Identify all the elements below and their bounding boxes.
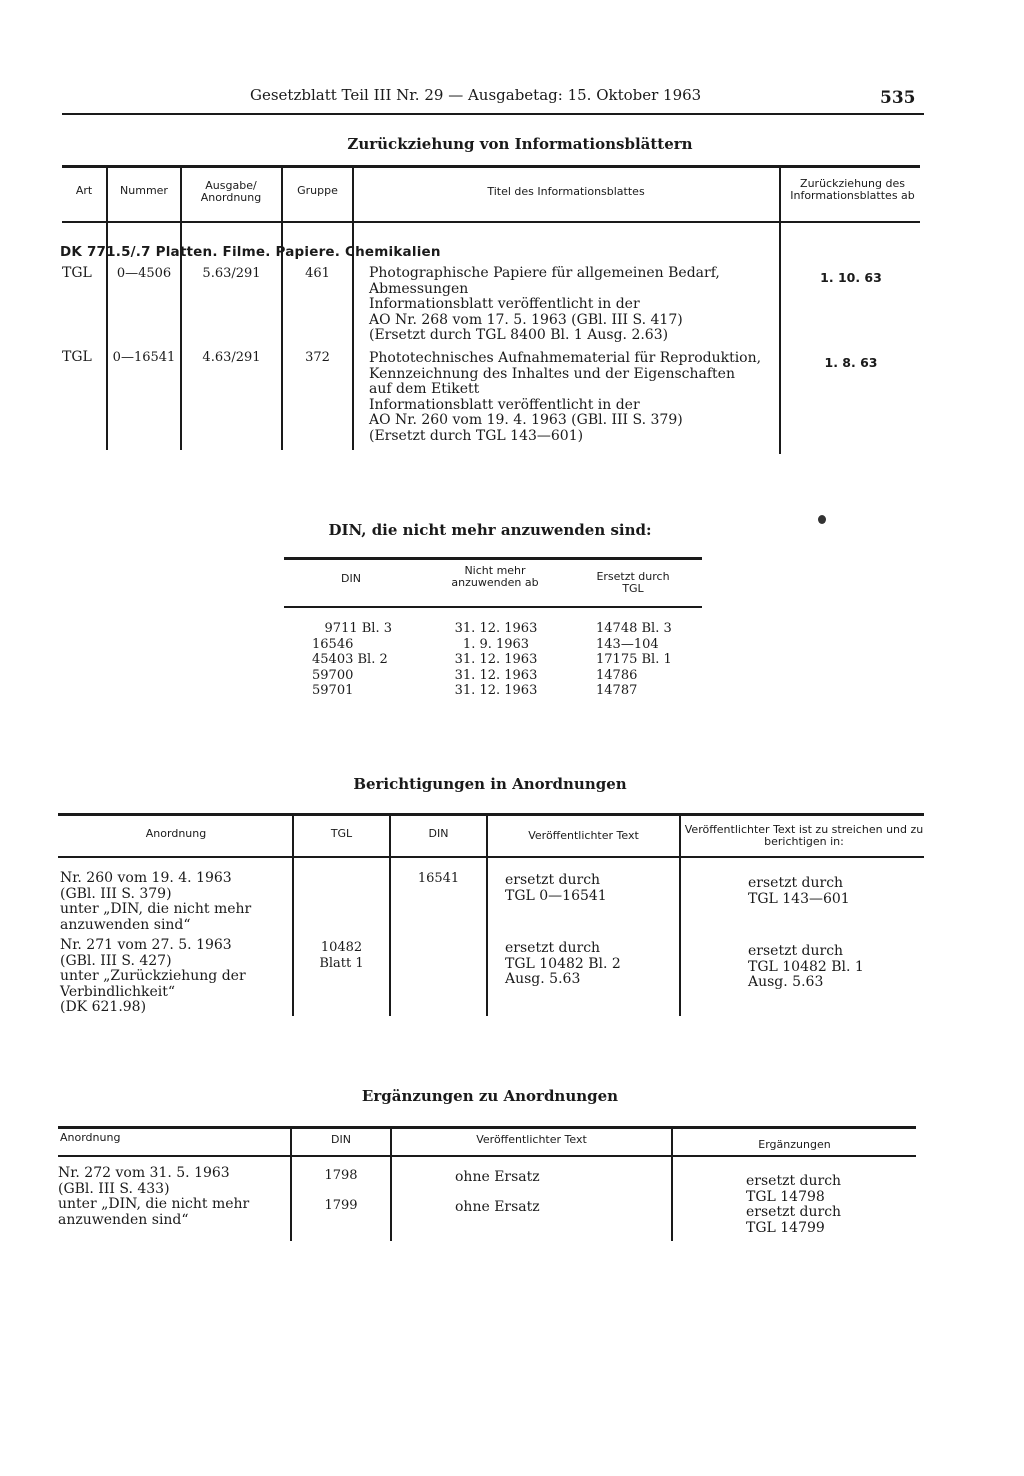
group-heading: DK 771.5/.7 Platten. Filme. Papiere. Chemikalien — [60, 244, 441, 260]
din-ab-cell: 1. 9. 1963 — [462, 636, 530, 652]
ber-row2-anordnung-line: unter „Zurückziehung der — [60, 968, 246, 984]
din-tgl-cell: 14786 — [596, 667, 638, 683]
din-ab-cell: 31. 12. 1963 — [454, 667, 538, 683]
ber-row1-anordnung-line: unter „DIN, die nicht mehr — [60, 901, 252, 917]
ber-col-header-anordnung: Anordnung — [145, 827, 207, 840]
din-tgl-cell: 143—104 — [596, 636, 659, 652]
row1-titel — [369, 266, 779, 344]
section3-col-divider — [679, 816, 681, 1016]
erg-row2-ergaenzung — [746, 1205, 916, 1236]
ber-row1-berichtigt-line: ersetzt durch — [748, 875, 844, 891]
erg-row2-din: 1799 — [324, 1198, 358, 1213]
ber-row2-tgl-line: 10482 — [320, 940, 363, 955]
din-ab-cell: 31. 12. 1963 — [454, 621, 538, 636]
row1-titel-line: AO Nr. 268 vom 17. 5. 1963 (GBl. III S. 417) — [369, 311, 683, 328]
row1-titel-line: Informationsblatt veröffentlicht in der — [369, 296, 640, 312]
row2-ab: 1. 8. 63 — [824, 355, 878, 370]
row1-titel-line: Photographische Papiere für allgemeinen Bedarf, — [369, 265, 720, 281]
ber-row1-veroeffentlicht-line: TGL 0—16541 — [505, 887, 607, 904]
row2-art: TGL — [62, 349, 92, 365]
ber-row1-berichtigt-line: TGL 143—601 — [748, 890, 850, 907]
section3-title: Berichtigungen in Anordnungen — [353, 775, 627, 793]
table-row — [300, 683, 700, 699]
section2-title: DIN, die nicht mehr anzuwenden sind: — [328, 521, 652, 539]
section1-col-divider — [352, 168, 354, 450]
row2-nummer: 0—16541 — [112, 350, 176, 365]
erg-row1-ergaenzung-line: ersetzt durch — [746, 1173, 842, 1189]
row2-titel-line: AO Nr. 260 vom 19. 4. 1963 (GBl. III S. 379) — [369, 412, 683, 428]
section1-col-divider — [106, 168, 108, 450]
col-header-titel: Titel des Informationsblattes — [487, 185, 645, 198]
row1-ab: 1. 10. 63 — [820, 270, 882, 285]
ber-row2-tgl-line: Blatt 1 — [319, 955, 364, 971]
erg-row1-ergaenzung — [746, 1174, 916, 1205]
ber-row2-berichtigt — [748, 944, 918, 991]
ber-row1-berichtigt — [748, 876, 918, 907]
ber-row2-veroeffentlicht-line: TGL 10482 Bl. 2 — [505, 955, 621, 972]
din-col-header-din: DIN — [341, 572, 361, 585]
row1-titel-line: Abmessungen — [369, 280, 469, 297]
ber-row2-anordnung-line: Nr. 271 vom 27. 5. 1963 — [60, 937, 232, 953]
running-title: Gesetzblatt Teil III Nr. 29 — Ausgabetag: 15. Oktober 1963 — [250, 86, 702, 104]
ber-row1-din: 16541 — [417, 871, 460, 886]
row2-titel-line: auf dem Etikett — [369, 381, 480, 397]
row2-titel — [369, 351, 779, 444]
row2-titel-line: Phototechnisches Aufnahmematerial für Reproduktion, — [369, 350, 762, 366]
section1-col-divider — [180, 168, 182, 450]
section3-top-rule — [58, 813, 924, 816]
ber-row1-anordnung-line: anzuwenden sind“ — [60, 916, 191, 933]
erg-row1-din: 1798 — [324, 1168, 358, 1183]
erg-row1-text: ohne Ersatz — [455, 1169, 540, 1185]
din-cell: 9711 Bl. 3 — [324, 621, 392, 636]
row1-art: TGL — [62, 265, 92, 281]
erg-anordnung-line: Nr. 272 vom 31. 5. 1963 — [58, 1165, 230, 1181]
ber-col-header-tgl: TGL — [330, 827, 353, 840]
section4-header-rule — [58, 1155, 916, 1157]
page-number: 535 — [880, 88, 916, 108]
row2-titel-line: Kennzeichnung des Inhaltes und der Eigenschaften — [369, 365, 735, 382]
ber-row2-veroeffentlicht — [505, 941, 675, 988]
row2-titel-line: (Ersetzt durch TGL 143—601) — [369, 427, 584, 444]
section2-header-rule — [284, 606, 702, 608]
ber-row1-veroeffentlicht — [505, 873, 675, 904]
erg-anordnung-line: unter „DIN, die nicht mehr — [58, 1196, 250, 1212]
ber-row2-anordnung-line: (GBl. III S. 427) — [60, 952, 172, 969]
table-row — [300, 637, 700, 653]
header-rule — [62, 113, 924, 115]
section4-top-rule — [58, 1126, 916, 1129]
din-ab-cell: 31. 12. 1963 — [454, 683, 538, 698]
col-header-art: Art — [75, 184, 93, 197]
section3-col-divider — [486, 816, 488, 1016]
col-header-nummer: Nummer — [120, 184, 168, 197]
row2-gruppe: 372 — [305, 350, 330, 365]
ber-row2-berichtigt-line: TGL 10482 Bl. 1 — [748, 958, 864, 975]
ber-row1-veroeffentlicht-line: ersetzt durch — [505, 872, 601, 888]
section4-title: Ergänzungen zu Anordnungen — [361, 1087, 619, 1105]
ber-col-header-berichtigt: Veröffentlichter Text ist zu streichen und zu berichtigen in: — [684, 823, 924, 848]
erg-col-header-text: Veröffentlichter Text — [476, 1133, 587, 1146]
col-header-gruppe: Gruppe — [297, 184, 338, 197]
ber-row2-anordnung-line: Verbindlichkeit“ — [60, 983, 176, 1000]
erg-anordnung-line: (GBl. III S. 433) — [58, 1180, 170, 1197]
din-cell: 59701 — [312, 683, 354, 698]
section1-col-divider — [281, 168, 283, 450]
ber-row2-veroeffentlicht-line: ersetzt durch — [505, 940, 601, 956]
din-col-header-tgl: Ersetzt durch TGL — [596, 570, 670, 595]
row1-gruppe: 461 — [305, 266, 330, 281]
din-tgl-cell: 17175 Bl. 1 — [596, 652, 672, 667]
ber-row1-anordnung-line: (GBl. III S. 379) — [60, 885, 172, 902]
erg-row1-ergaenzung-line: TGL 14798 — [746, 1188, 825, 1205]
row2-titel-line: Informationsblatt veröffentlicht in der — [369, 396, 640, 413]
din-tgl-cell: 14748 Bl. 3 — [596, 621, 672, 636]
ber-row2-veroeffentlicht-line: Ausg. 5.63 — [505, 971, 581, 987]
din-tgl-cell: 14787 — [596, 683, 638, 698]
ber-row1-anordnung — [60, 871, 290, 933]
row1-titel-line: (Ersetzt durch TGL 8400 Bl. 1 Ausg. 2.63) — [369, 327, 669, 343]
section2-top-rule — [284, 557, 702, 560]
table-row — [300, 668, 700, 684]
section3-header-rule — [58, 856, 924, 858]
ber-row1-anordnung-line: Nr. 260 vom 19. 4. 1963 — [60, 870, 232, 886]
erg-row2-text: ohne Ersatz — [455, 1199, 540, 1215]
col-header-ausgabe: Ausgabe/ Anordnung — [200, 179, 262, 204]
ber-row2-tgl — [294, 940, 389, 971]
erg-anordnung — [58, 1166, 288, 1228]
row1-nummer: 0—4506 — [116, 266, 172, 281]
din-table-body — [300, 621, 700, 699]
table-row — [300, 652, 700, 668]
section1-header-rule — [62, 221, 920, 223]
din-cell: 45403 Bl. 2 — [312, 652, 388, 667]
row1-ausgabe: 5.63/291 — [202, 266, 261, 281]
erg-col-header-din: DIN — [331, 1133, 351, 1146]
print-speck — [818, 515, 826, 524]
erg-anordnung-line: anzuwenden sind“ — [58, 1211, 189, 1228]
ber-row2-berichtigt-line: Ausg. 5.63 — [748, 974, 824, 990]
erg-col-header-ergaenzungen: Ergänzungen — [758, 1138, 831, 1151]
section3-col-divider — [292, 816, 294, 1016]
erg-row2-ergaenzung-line: TGL 14799 — [746, 1219, 825, 1236]
ber-row2-anordnung-line: (DK 621.98) — [60, 999, 147, 1015]
section3-col-divider — [389, 816, 391, 1016]
ber-row2-anordnung — [60, 938, 290, 1016]
ber-col-header-din: DIN — [428, 827, 449, 840]
col-header-ab: Zurückziehung des Informationsblattes ab — [790, 177, 915, 202]
table-row — [300, 621, 700, 637]
section1-title: Zurückziehung von Informationsblättern — [347, 135, 693, 153]
ber-row2-berichtigt-line: ersetzt durch — [748, 943, 844, 959]
row2-ausgabe: 4.63/291 — [202, 350, 261, 365]
ber-col-header-veroeffentlicht: Veröffentlichter Text — [528, 829, 639, 842]
erg-row2-ergaenzung-line: ersetzt durch — [746, 1204, 842, 1220]
din-cell: 59700 — [312, 667, 354, 683]
din-cell: 16546 — [312, 636, 354, 652]
section1-col-divider — [779, 168, 781, 454]
din-ab-cell: 31. 12. 1963 — [454, 652, 538, 667]
section1-top-rule — [62, 165, 920, 168]
erg-col-header-anordnung: Anordnung — [60, 1131, 121, 1144]
din-col-header-ab: Nicht mehr anzuwenden ab — [451, 564, 539, 589]
